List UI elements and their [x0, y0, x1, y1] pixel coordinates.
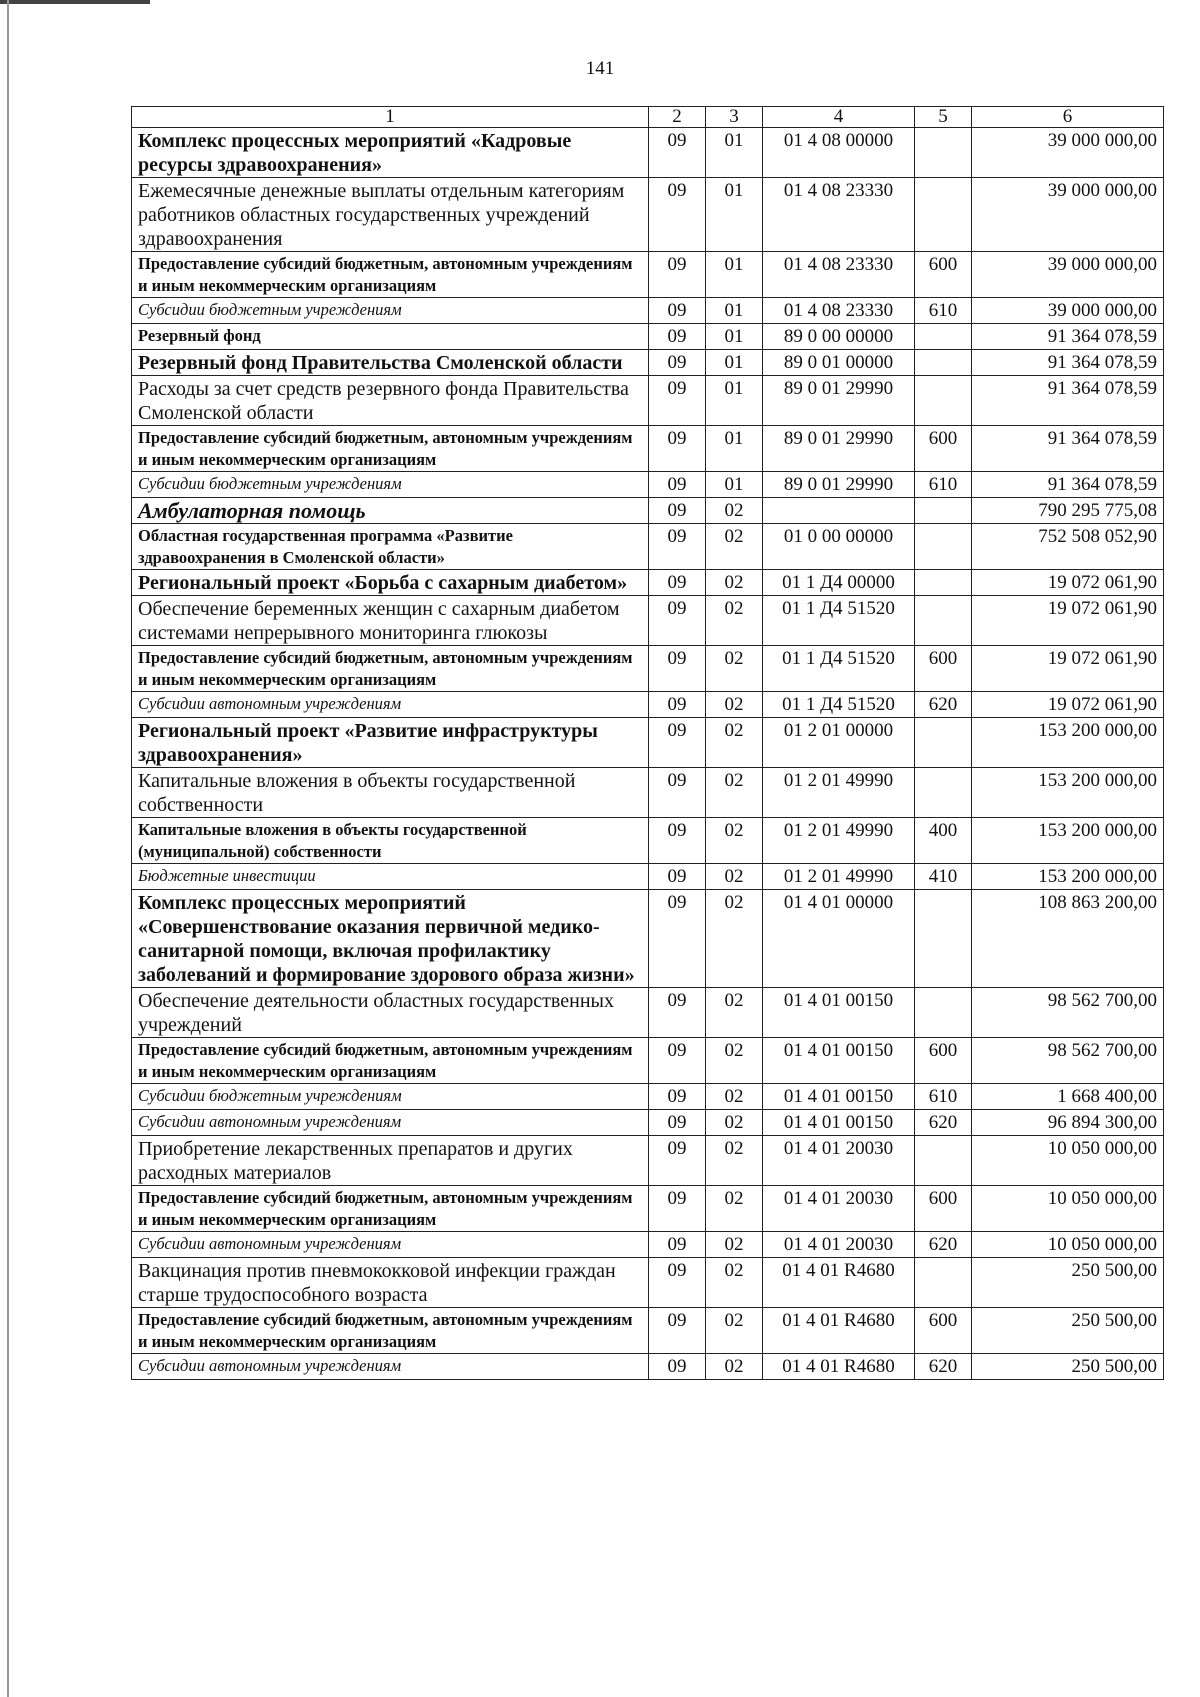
amount-cell: 39 000 000,00: [972, 298, 1164, 324]
section-code-cell: 09: [649, 1258, 706, 1308]
target-article-cell: 01 2 01 49990: [763, 818, 915, 864]
table-body: [132, 128, 1164, 1380]
section-code-cell: 09: [649, 1084, 706, 1110]
subsection-code-cell: 01: [706, 426, 763, 472]
header-row: [132, 107, 1164, 128]
table-row: [132, 324, 1164, 350]
budget-table: [131, 106, 1164, 1380]
subsection-code-cell: 02: [706, 818, 763, 864]
table-row: [132, 818, 1164, 864]
target-article-cell: 01 1 Д4 51520: [763, 596, 915, 646]
row-name-cell: Обеспечение деятельности областных государственных учреждений: [132, 988, 649, 1038]
amount-cell: 153 200 000,00: [972, 768, 1164, 818]
row-name-cell: Резервный фонд Правительства Смоленской области: [132, 350, 649, 376]
target-article-cell: 01 1 Д4 51520: [763, 692, 915, 718]
header-cell-3: 3: [706, 107, 763, 128]
section-code-cell: 09: [649, 864, 706, 890]
amount-cell: 250 500,00: [972, 1354, 1164, 1380]
table-row: [132, 426, 1164, 472]
row-name-cell: Субсидии автономным учреждениям: [132, 1232, 649, 1258]
section-code-cell: 09: [649, 350, 706, 376]
table-row: [132, 350, 1164, 376]
subsection-code-cell: 01: [706, 324, 763, 350]
target-article-cell: 89 0 01 29990: [763, 472, 915, 498]
row-name-cell: Бюджетные инвестиции: [132, 864, 649, 890]
row-name-cell: Амбулаторная помощь: [132, 498, 649, 524]
subsection-code-cell: 02: [706, 1084, 763, 1110]
table-row: [132, 128, 1164, 178]
table-row: [132, 524, 1164, 570]
section-code-cell: 09: [649, 128, 706, 178]
subsection-code-cell: 02: [706, 524, 763, 570]
target-article-cell: 01 4 01 R4680: [763, 1354, 915, 1380]
target-article-cell: 01 4 01 00150: [763, 1038, 915, 1084]
amount-cell: 91 364 078,59: [972, 350, 1164, 376]
target-article-cell: 89 0 01 29990: [763, 376, 915, 426]
expense-type-cell: 620: [915, 1354, 972, 1380]
target-article-cell: 89 0 00 00000: [763, 324, 915, 350]
table-row: [132, 890, 1164, 988]
subsection-code-cell: 02: [706, 570, 763, 596]
row-name-cell: Резервный фонд: [132, 324, 649, 350]
expense-type-cell: [915, 570, 972, 596]
row-name-cell: Комплекс процессных мероприятий «Совершенствование оказания первичной медико-санитарной помощи, включая профилактику заболеваний и формирование здорового образа жизни»: [132, 890, 649, 988]
row-name-cell: Субсидии автономным учреждениям: [132, 1110, 649, 1136]
section-code-cell: 09: [649, 768, 706, 818]
expense-type-cell: [915, 988, 972, 1038]
subsection-code-cell: 02: [706, 1110, 763, 1136]
section-code-cell: 09: [649, 692, 706, 718]
table-row: [132, 1308, 1164, 1354]
expense-type-cell: 620: [915, 1110, 972, 1136]
amount-cell: 39 000 000,00: [972, 178, 1164, 252]
section-code-cell: 09: [649, 718, 706, 768]
expense-type-cell: [915, 890, 972, 988]
target-article-cell: 01 2 01 49990: [763, 768, 915, 818]
amount-cell: 91 364 078,59: [972, 426, 1164, 472]
amount-cell: 250 500,00: [972, 1258, 1164, 1308]
expense-type-cell: [915, 1258, 972, 1308]
amount-cell: 10 050 000,00: [972, 1232, 1164, 1258]
section-code-cell: 09: [649, 1136, 706, 1186]
subsection-code-cell: 02: [706, 1038, 763, 1084]
subsection-code-cell: 02: [706, 596, 763, 646]
target-article-cell: 01 4 01 00000: [763, 890, 915, 988]
target-article-cell: 01 4 01 R4680: [763, 1258, 915, 1308]
section-code-cell: 09: [649, 524, 706, 570]
amount-cell: 752 508 052,90: [972, 524, 1164, 570]
table-row: [132, 768, 1164, 818]
row-name-cell: Областная государственная программа «Развитие здравоохранения в Смоленской области»: [132, 524, 649, 570]
table-row: [132, 472, 1164, 498]
amount-cell: 19 072 061,90: [972, 646, 1164, 692]
expense-type-cell: 610: [915, 472, 972, 498]
row-name-cell: Предоставление субсидий бюджетным, автономным учреждениям и иным некоммерческим организациям: [132, 646, 649, 692]
amount-cell: 39 000 000,00: [972, 252, 1164, 298]
amount-cell: 1 668 400,00: [972, 1084, 1164, 1110]
table-row: [132, 988, 1164, 1038]
table-row: [132, 178, 1164, 252]
expense-type-cell: [915, 718, 972, 768]
expense-type-cell: [915, 178, 972, 252]
expense-type-cell: [915, 498, 972, 524]
section-code-cell: 09: [649, 376, 706, 426]
expense-type-cell: [915, 524, 972, 570]
section-code-cell: 09: [649, 1186, 706, 1232]
table-row: [132, 1084, 1164, 1110]
section-code-cell: 09: [649, 178, 706, 252]
subsection-code-cell: 02: [706, 890, 763, 988]
row-name-cell: Комплекс процессных мероприятий «Кадровые ресурсы здравоохранения»: [132, 128, 649, 178]
expense-type-cell: 600: [915, 252, 972, 298]
section-code-cell: 09: [649, 646, 706, 692]
amount-cell: 39 000 000,00: [972, 128, 1164, 178]
expense-type-cell: 620: [915, 1232, 972, 1258]
target-article-cell: 01 4 01 00150: [763, 988, 915, 1038]
subsection-code-cell: 01: [706, 376, 763, 426]
amount-cell: 91 364 078,59: [972, 376, 1164, 426]
target-article-cell: 01 1 Д4 51520: [763, 646, 915, 692]
table-row: [132, 252, 1164, 298]
amount-cell: 10 050 000,00: [972, 1186, 1164, 1232]
subsection-code-cell: 02: [706, 768, 763, 818]
table-row: [132, 1110, 1164, 1136]
subsection-code-cell: 02: [706, 988, 763, 1038]
target-article-cell: [763, 498, 915, 524]
subsection-code-cell: 02: [706, 864, 763, 890]
row-name-cell: Капитальные вложения в объекты государственной собственности: [132, 768, 649, 818]
target-article-cell: 01 4 01 20030: [763, 1232, 915, 1258]
amount-cell: 98 562 700,00: [972, 1038, 1164, 1084]
scan-margin-line: [7, 0, 9, 1697]
table-row: [132, 1258, 1164, 1308]
table-row: [132, 646, 1164, 692]
row-name-cell: Субсидии бюджетным учреждениям: [132, 1084, 649, 1110]
expense-type-cell: [915, 324, 972, 350]
header-cell-5: 5: [915, 107, 972, 128]
target-article-cell: 01 4 08 23330: [763, 178, 915, 252]
table-row: [132, 596, 1164, 646]
section-code-cell: 09: [649, 1354, 706, 1380]
section-code-cell: 09: [649, 988, 706, 1038]
subsection-code-cell: 02: [706, 1186, 763, 1232]
amount-cell: 91 364 078,59: [972, 324, 1164, 350]
target-article-cell: 01 2 01 00000: [763, 718, 915, 768]
row-name-cell: Субсидии бюджетным учреждениям: [132, 298, 649, 324]
expense-type-cell: [915, 350, 972, 376]
section-code-cell: 09: [649, 1232, 706, 1258]
expense-type-cell: 610: [915, 1084, 972, 1110]
row-name-cell: Предоставление субсидий бюджетным, автономным учреждениям и иным некоммерческим организациям: [132, 1038, 649, 1084]
target-article-cell: 89 0 01 29990: [763, 426, 915, 472]
section-code-cell: 09: [649, 472, 706, 498]
section-code-cell: 09: [649, 890, 706, 988]
table-row: [132, 864, 1164, 890]
expense-type-cell: [915, 768, 972, 818]
subsection-code-cell: 02: [706, 1258, 763, 1308]
section-code-cell: 09: [649, 1110, 706, 1136]
target-article-cell: 01 0 00 00000: [763, 524, 915, 570]
amount-cell: 19 072 061,90: [972, 570, 1164, 596]
subsection-code-cell: 02: [706, 692, 763, 718]
expense-type-cell: 600: [915, 1308, 972, 1354]
target-article-cell: 01 4 01 00150: [763, 1110, 915, 1136]
row-name-cell: Вакцинация против пневмококковой инфекции граждан старше трудоспособного возраста: [132, 1258, 649, 1308]
subsection-code-cell: 01: [706, 472, 763, 498]
target-article-cell: 01 4 01 20030: [763, 1136, 915, 1186]
section-code-cell: 09: [649, 324, 706, 350]
expense-type-cell: 410: [915, 864, 972, 890]
row-name-cell: Предоставление субсидий бюджетным, автономным учреждениям и иным некоммерческим организациям: [132, 252, 649, 298]
subsection-code-cell: 02: [706, 1308, 763, 1354]
subsection-code-cell: 02: [706, 1354, 763, 1380]
subsection-code-cell: 01: [706, 350, 763, 376]
section-code-cell: 09: [649, 426, 706, 472]
section-code-cell: 09: [649, 1038, 706, 1084]
amount-cell: 153 200 000,00: [972, 864, 1164, 890]
section-code-cell: 09: [649, 298, 706, 324]
subsection-code-cell: 02: [706, 718, 763, 768]
expense-type-cell: 610: [915, 298, 972, 324]
amount-cell: 153 200 000,00: [972, 718, 1164, 768]
table-row: [132, 1232, 1164, 1258]
section-code-cell: 09: [649, 252, 706, 298]
section-code-cell: 09: [649, 570, 706, 596]
amount-cell: 96 894 300,00: [972, 1110, 1164, 1136]
header-cell-6: 6: [972, 107, 1164, 128]
scan-corner-mark: [0, 0, 150, 4]
target-article-cell: 01 1 Д4 00000: [763, 570, 915, 596]
subsection-code-cell: 02: [706, 498, 763, 524]
row-name-cell: Субсидии бюджетным учреждениям: [132, 472, 649, 498]
expense-type-cell: [915, 1136, 972, 1186]
section-code-cell: 09: [649, 498, 706, 524]
table-row: [132, 570, 1164, 596]
row-name-cell: Приобретение лекарственных препаратов и других расходных материалов: [132, 1136, 649, 1186]
subsection-code-cell: 02: [706, 1232, 763, 1258]
target-article-cell: 01 4 08 23330: [763, 252, 915, 298]
row-name-cell: Обеспечение беременных женщин с сахарным диабетом системами непрерывного мониторинга глюкозы: [132, 596, 649, 646]
expense-type-cell: 600: [915, 646, 972, 692]
table-row: [132, 1038, 1164, 1084]
target-article-cell: 01 4 01 00150: [763, 1084, 915, 1110]
table-row: [132, 1354, 1164, 1380]
amount-cell: 153 200 000,00: [972, 818, 1164, 864]
section-code-cell: 09: [649, 1308, 706, 1354]
row-name-cell: Капитальные вложения в объекты государственной (муниципальной) собственности: [132, 818, 649, 864]
row-name-cell: Субсидии автономным учреждениям: [132, 692, 649, 718]
row-name-cell: Предоставление субсидий бюджетным, автономным учреждениям и иным некоммерческим организациям: [132, 1308, 649, 1354]
table-row: [132, 376, 1164, 426]
target-article-cell: 01 4 08 23330: [763, 298, 915, 324]
amount-cell: 91 364 078,59: [972, 472, 1164, 498]
amount-cell: 10 050 000,00: [972, 1136, 1164, 1186]
subsection-code-cell: 01: [706, 128, 763, 178]
subsection-code-cell: 01: [706, 298, 763, 324]
table-row: [132, 298, 1164, 324]
expense-type-cell: 620: [915, 692, 972, 718]
amount-cell: 19 072 061,90: [972, 692, 1164, 718]
expense-type-cell: 600: [915, 1186, 972, 1232]
section-code-cell: 09: [649, 596, 706, 646]
page-number: 141: [585, 58, 615, 79]
expense-type-cell: 600: [915, 426, 972, 472]
header-cell-1: 1: [132, 107, 649, 128]
row-name-cell: Региональный проект «Развитие инфраструктуры здравоохранения»: [132, 718, 649, 768]
expense-type-cell: [915, 128, 972, 178]
target-article-cell: 01 2 01 49990: [763, 864, 915, 890]
amount-cell: 790 295 775,08: [972, 498, 1164, 524]
amount-cell: 250 500,00: [972, 1308, 1164, 1354]
row-name-cell: Субсидии автономным учреждениям: [132, 1354, 649, 1380]
table-row: [132, 1136, 1164, 1186]
target-article-cell: 01 4 08 00000: [763, 128, 915, 178]
row-name-cell: Предоставление субсидий бюджетным, автономным учреждениям и иным некоммерческим организациям: [132, 1186, 649, 1232]
subsection-code-cell: 01: [706, 178, 763, 252]
table-row: [132, 692, 1164, 718]
subsection-code-cell: 02: [706, 1136, 763, 1186]
header-cell-2: 2: [649, 107, 706, 128]
table-row: [132, 718, 1164, 768]
row-name-cell: Региональный проект «Борьба с сахарным диабетом»: [132, 570, 649, 596]
expense-type-cell: [915, 376, 972, 426]
table-row: [132, 498, 1164, 524]
subsection-code-cell: 01: [706, 252, 763, 298]
expense-type-cell: 600: [915, 1038, 972, 1084]
header-cell-4: 4: [763, 107, 915, 128]
amount-cell: 98 562 700,00: [972, 988, 1164, 1038]
expense-type-cell: 400: [915, 818, 972, 864]
row-name-cell: Расходы за счет средств резервного фонда Правительства Смоленской области: [132, 376, 649, 426]
section-code-cell: 09: [649, 818, 706, 864]
target-article-cell: 01 4 01 20030: [763, 1186, 915, 1232]
row-name-cell: Ежемесячные денежные выплаты отдельным категориям работников областных государственных учреждений здравоохранения: [132, 178, 649, 252]
row-name-cell: Предоставление субсидий бюджетным, автономным учреждениям и иным некоммерческим организациям: [132, 426, 649, 472]
target-article-cell: 89 0 01 00000: [763, 350, 915, 376]
expense-type-cell: [915, 596, 972, 646]
target-article-cell: 01 4 01 R4680: [763, 1308, 915, 1354]
subsection-code-cell: 02: [706, 646, 763, 692]
amount-cell: 108 863 200,00: [972, 890, 1164, 988]
table-row: [132, 1186, 1164, 1232]
amount-cell: 19 072 061,90: [972, 596, 1164, 646]
